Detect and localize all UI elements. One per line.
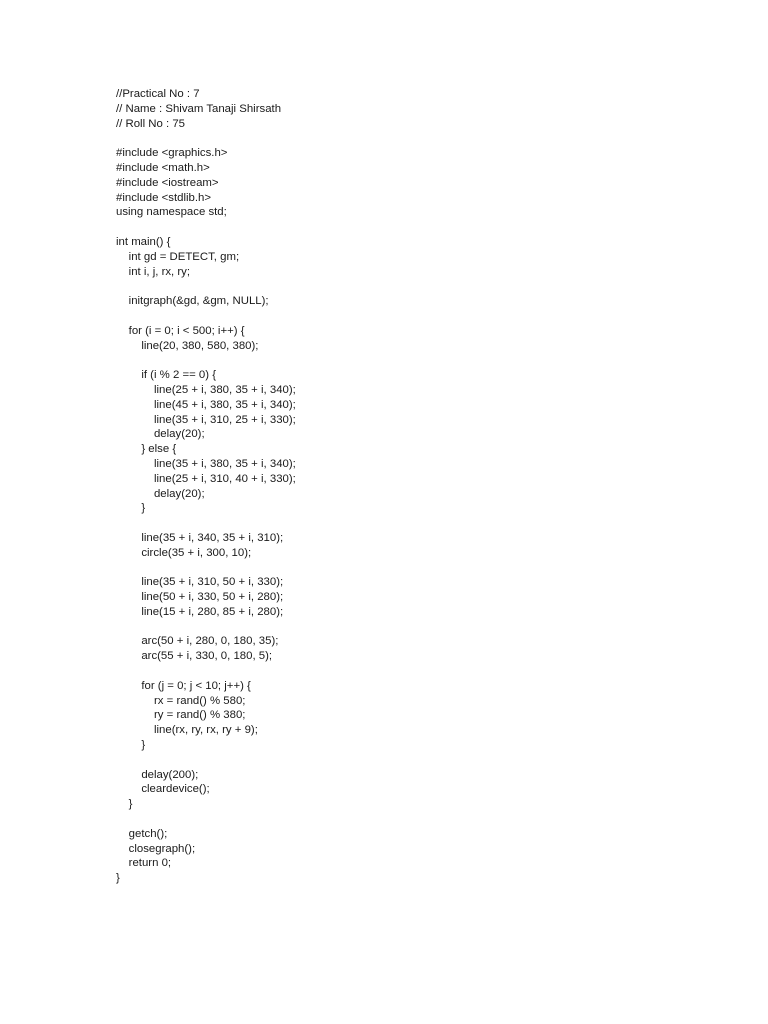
code-line	[116, 753, 716, 768]
code-line	[116, 220, 716, 235]
code-line: // Roll No : 75	[116, 117, 186, 130]
code-line	[116, 309, 716, 324]
code-line: delay(20);	[116, 487, 205, 500]
code-line: int main() {	[116, 235, 171, 248]
code-line: closegraph();	[116, 842, 196, 855]
code-line: line(20, 380, 580, 380);	[116, 339, 259, 352]
code-listing	[116, 87, 716, 886]
code-line: line(rx, ry, rx, ry + 9);	[116, 724, 258, 737]
code-line: //Practical No : 7	[116, 88, 200, 100]
code-line: arc(55 + i, 330, 0, 180, 5);	[116, 650, 273, 663]
code-line: for (i = 0; i < 500; i++) {	[116, 324, 245, 337]
code-line: line(15 + i, 280, 85 + i, 280);	[116, 605, 284, 618]
code-line: line(35 + i, 380, 35 + i, 340);	[116, 457, 296, 470]
code-line	[116, 516, 716, 531]
code-line	[116, 620, 716, 635]
code-line: }	[116, 872, 120, 885]
code-line: getch();	[116, 827, 168, 840]
code-line: if (i % 2 == 0) {	[116, 369, 217, 382]
code-line: }	[116, 502, 146, 515]
code-line: #include <graphics.h>	[116, 147, 228, 160]
code-line: arc(50 + i, 280, 0, 180, 35);	[116, 635, 279, 648]
code-line: line(35 + i, 310, 50 + i, 330);	[116, 576, 284, 589]
code-line: line(25 + i, 380, 35 + i, 340);	[116, 383, 296, 396]
code-line: cleardevice();	[116, 783, 210, 796]
code-line: line(45 + i, 380, 35 + i, 340);	[116, 398, 296, 411]
code-line: #include <stdlib.h>	[116, 191, 211, 204]
code-line: using namespace std;	[116, 206, 227, 219]
code-line	[116, 131, 716, 146]
code-line: return 0;	[116, 857, 172, 870]
code-line: line(50 + i, 330, 50 + i, 280);	[116, 591, 284, 604]
code-line: // Name : Shivam Tanaji Shirsath	[116, 102, 282, 115]
code-line: int i, j, rx, ry;	[116, 265, 191, 278]
code-line: initgraph(&gd, &gm, NULL);	[116, 295, 269, 308]
code-line: for (j = 0; j < 10; j++) {	[116, 679, 251, 692]
code-line	[116, 561, 716, 576]
code-line	[116, 353, 716, 368]
code-line: #include <math.h>	[116, 161, 210, 174]
code-line: line(35 + i, 340, 35 + i, 310);	[116, 531, 284, 544]
code-line	[116, 812, 716, 827]
code-line: line(25 + i, 310, 40 + i, 330);	[116, 472, 296, 485]
code-line: rx = rand() % 580;	[116, 694, 246, 707]
code-line: line(35 + i, 310, 25 + i, 330);	[116, 413, 296, 426]
code-line: } else {	[116, 443, 177, 456]
code-line: delay(20);	[116, 428, 205, 441]
code-line	[116, 279, 716, 294]
code-line: circle(35 + i, 300, 10);	[116, 546, 252, 559]
code-line: delay(200);	[116, 768, 199, 781]
code-line	[116, 664, 716, 679]
code-line: #include <iostream>	[116, 176, 219, 189]
code-line: ry = rand() % 380;	[116, 709, 246, 722]
code-line: }	[116, 739, 146, 752]
code-line: int gd = DETECT, gm;	[116, 250, 240, 263]
code-line: }	[116, 798, 133, 811]
